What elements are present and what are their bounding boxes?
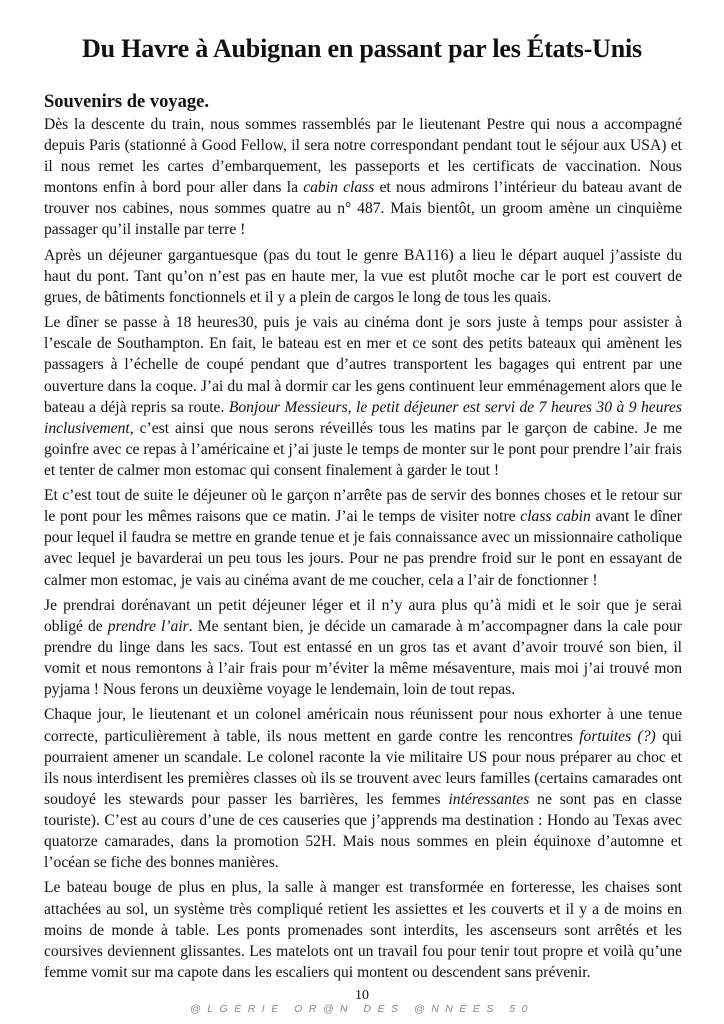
paragraph-1: Dès la descente du train, nous sommes rassemblés par le lieutenant Pestre qui nous a accompagné depuis Paris (stationné à Good Fellow, il sera notre correspondant pendant tout le séjour aux USA) et il nous remet les cartes d’embarquement, les passeports et les certificats de vaccination. Nous montons enfin à bord pour aller dans la cabin class et nous admirons l’intérieur du bateau avant de trouver nos cabines, nous sommes quatre au n° 487. Mais bientôt, un groom amène un cinquième passager qu’il installe par terre ! [44,116,682,239]
body-text [44,114,682,987]
page-number: 10 [355,988,369,1003]
paragraph-2: Après un déjeuner gargantuesque (pas du tout le genre BA116) a lieu le départ auquel j’assiste du haut du pont. Tant qu’on n’est pas en haute mer, la vue est plutôt moche car le port est couvert de grues, de bâtiments fonctionnels et il y a plein de cargos le long de tous les quais. [44,246,682,306]
paragraph-4: Et c’est tout de suite le déjeuner où le garçon n’arrête pas de servir des bonnes choses et le retour sur le pont pour les mêmes raisons que ce matin. J’ai le temps de visiter notre class cabin avant le dîner pour lequel il faudra se mettre en grande tenue et je fais connaissance avec un missionnaire catholique avec lequel je bavarderai un peu tous les jours. Pour ne pas prendre froid sur le pont en essayant de calmer mon estomac, je vais au cinéma avant de me coucher, cela a l’air de fonctionner ! [44,487,682,589]
paragraph-3: Le dîner se passe à 18 heures30, puis je vais au cinéma dont je sors juste à temps pour assister à l’escale de Southampton. En fait, le bateau est en mer et ce sont des petits bateaux qui amènent les passagers à l’échelle de coupé pendant que d’autres transportent les bagages qui entrent par une ouverture dans la coque. J’ai du mal à dormir car les gens continuent leur emménagement alors que le bateau a déjà repris sa route. Bonjour Messieurs, le petit déjeuner est servi de 7 heures 30 à 9 heures inclusivement, c’est ainsi que nous serons réveillés tous les matins par le garçon de cabine. Je me goinfre avec ce repas à l’américaine et j’ai juste le temps de monter sur le pont pour prendre l’air frais et tenter de calmer mon estomac qui consent finalement à garder le tout ! [44,314,682,479]
page-title: Du Havre à Aubignan en passant par les États-Unis [82,34,642,63]
section-title: Souvenirs de voyage. [44,92,209,112]
footer-text: @LGERIE OR@N DES @NNEES 50 [190,1003,534,1015]
paragraph-6: Chaque jour, le lieutenant et un colonel américain nous réunissent pour nous exhorter à une tenue correcte, particulièrement à table, ils nous mettent en garde contre les rencontres fortuites (?) qui pourraient amener un scandale. Le colonel raconte la vie militaire US pour nous préparer au choc et ils nous interdisent les premières classes où ils se trouvent avec leurs familles (certains camarades ont soudoyé les stewards pour passer les barrières, les femmes intéressantes ne sont pas en classe touriste). C’est au cours d’une de ces causeries que j’apprends ma destination : Hondo au Texas avec quatorze camarades, dans la promotion 52H. Mais nous sommes en plein équinoxe d’automne et l’océan se fiche des bonnes manières. [44,706,682,872]
paragraph-7: Le bateau bouge de plus en plus, la salle à manger est transformée en forteresse, les chaises sont attachées au sol, un système très compliqué retient les assiettes et les couverts et il y a de moins en moins de monde à table. Les ponts promenades sont interdits, les ascenseurs sont arrêtés et les coursives deviennent glissantes. Les matelots ont un travail fou pour tenir tout propre et voilà qu’une femme vomit sur ma capote dans les escaliers qui montent ou descendent sans prévenir. [44,879,682,981]
paragraph-5: Je prendrai dorénavant un petit déjeuner léger et il n’y aura plus qu’à midi et le soir que je serai obligé de prendre l’air. Me sentant bien, je décide un camarade à m’accompagner dans la cale pour prendre du linge dans les sacs. Tout est entassé en un gros tas et avant d’avoir trouvé son bien, il vomit et nous remontons à l’air frais pour m’éviter la même mésaventure, mais moi j’ai trouvé mon pyjama ! Nous ferons un deuxième voyage le lendemain, loin de tout repas. [44,596,683,699]
